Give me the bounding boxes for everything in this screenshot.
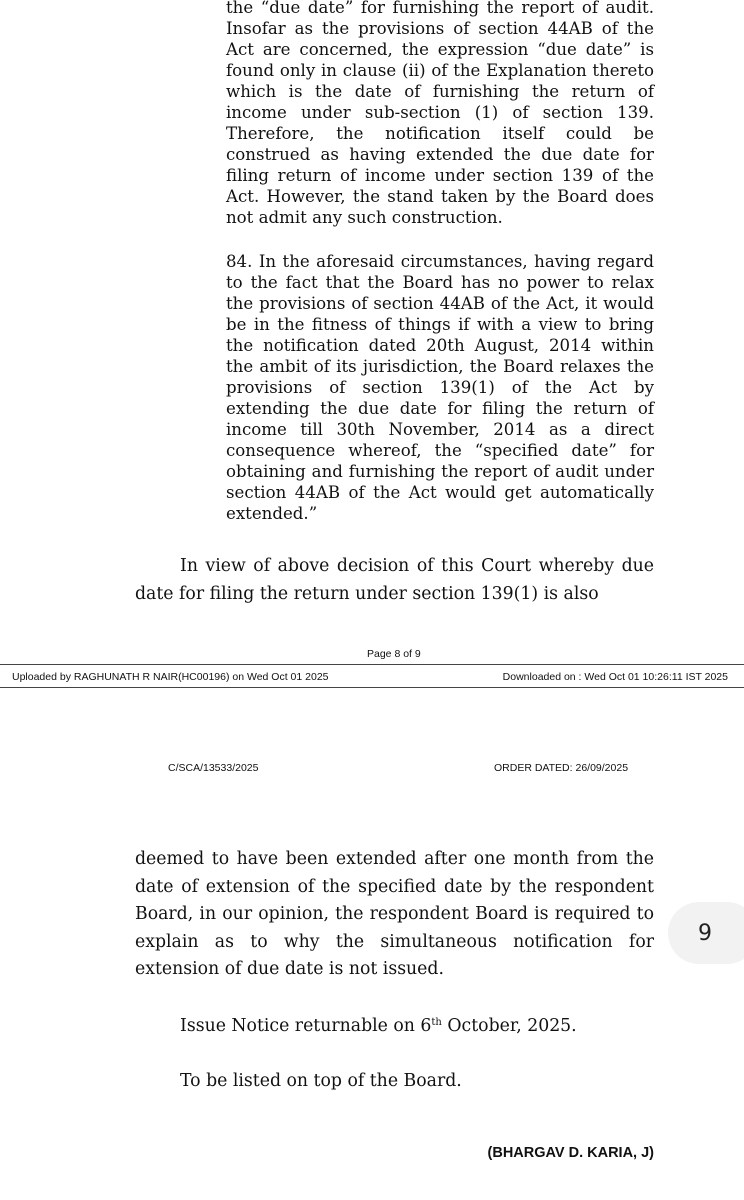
issue-notice-superscript: th [431,1017,442,1028]
downloaded-on-text: Downloaded on : Wed Oct 01 10:26:11 IST 2025 [502,671,728,683]
body-paragraph-deemed: deemed to have been extended after one month from the date of extension of the specified date by the respondent Board, in our opinion, the respondent Board is required to explain as to why the simultaneous notification for extension of due date is not issued. [135,849,654,979]
body-paragraph-in-view-text: In view of above decision of this Court whereby due date for filing the return under section 139(1) is also [135,556,654,604]
issue-notice-prefix: Issue Notice returnable on 6 [180,1016,432,1036]
issue-notice-line [180,1015,577,1037]
footer-divider-bottom [0,687,744,688]
case-number-header: C/SCA/13533/2025 [168,762,259,774]
body-paragraph-in-view [135,553,654,608]
page-indicator-badge[interactable]: 9 [668,902,744,964]
order-dated-header: ORDER DATED: 26/09/2025 [494,762,629,774]
issue-notice-suffix: October, 2025. [441,1016,577,1036]
judge-signature: (BHARGAV D. KARIA, J) [487,1145,654,1161]
uploaded-by-text: Uploaded by RAGHUNATH R NAIR(HC00196) on Wed Oct 01 2025 [12,671,329,683]
footer-divider-top [0,664,744,665]
listed-line: To be listed on top of the Board. [180,1071,462,1091]
quoted-paragraph-1: the “due date” for furnishing the report of audit. Insofar as the provisions of section 44AB of the Act are concerned, the expression “due date” is found only in clause (ii) of the Explanation thereto which is the date of furnishing the return of income under sub-section (1) of section 139. Therefore, the notification itself could be construed as having extended the due date for filing return of income under section 139 of the Act. However, the stand taken by the Board does not admit any such construction. [226,0,654,227]
page-number-footer: Page 8 of 9 [367,648,421,660]
quoted-paragraph-84: 84. In the aforesaid circumstances, having regard to the fact that the Board has no power to relax the provisions of section 44AB of the Act, it would be in the fitness of things if with a view to bring the notification dated 20th August, 2014 within the ambit of its jurisdiction, the Board relaxes the provisions of section 139(1) of the Act by extending the due date for filing the return of income till 30th November, 2014 as a direct consequence whereof, the “specified date” for obtaining and furnishing the report of audit under section 44AB of the Act would get automatically extended.” [226,252,654,523]
